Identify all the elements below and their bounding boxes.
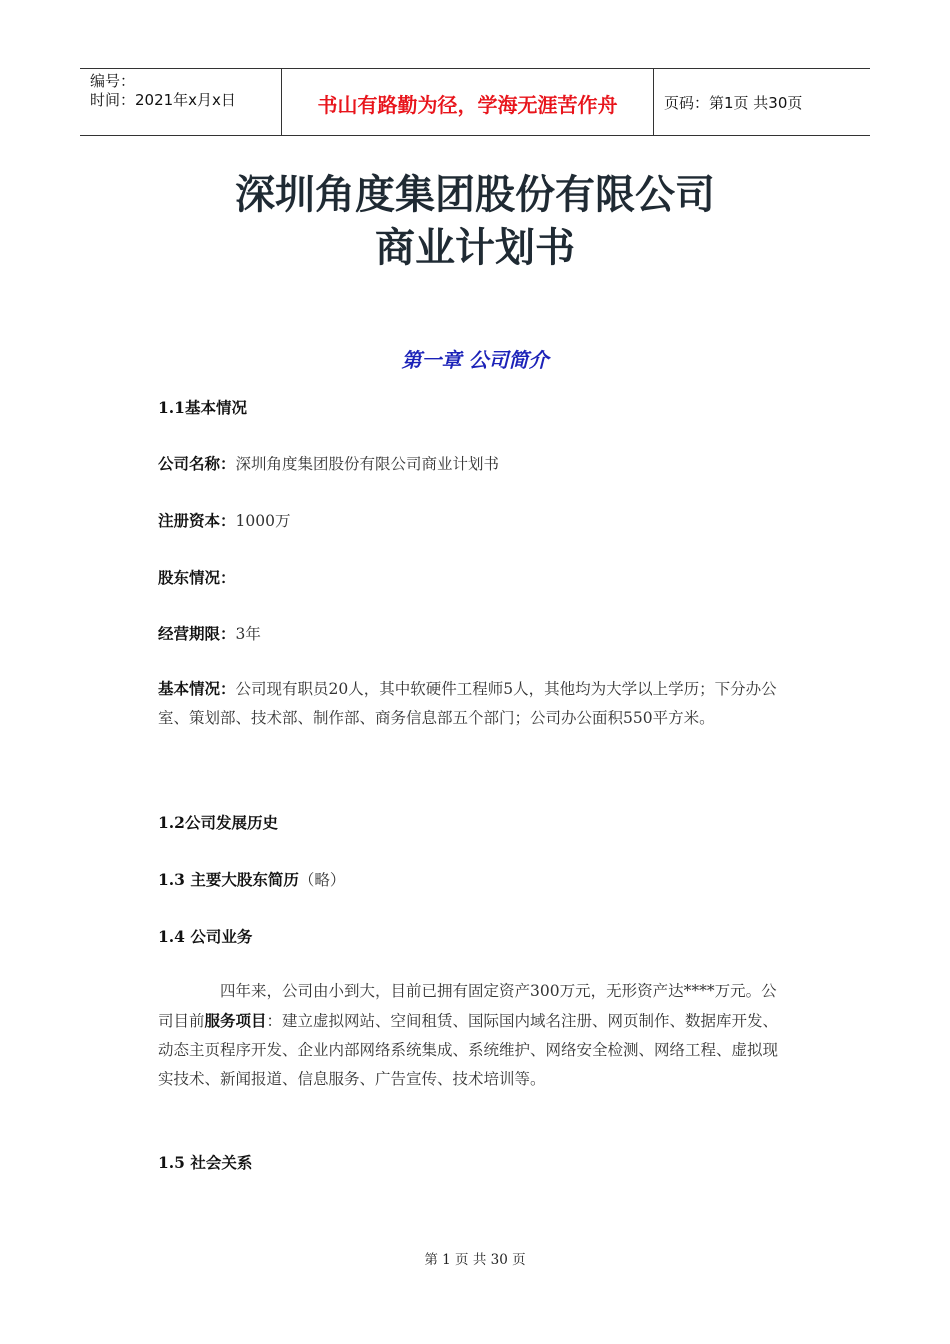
basic-info-label: 基本情况： — [158, 679, 236, 698]
capital-label: 注册资本： — [158, 511, 236, 530]
document-title-line2: 商业计划书 — [375, 225, 575, 271]
section-1-1-label: 1.1基本情况 — [158, 398, 247, 417]
shareholders-label: 股东情况： — [158, 568, 236, 587]
term-value: 3年 — [235, 625, 261, 643]
basic-info-paragraph — [158, 674, 790, 733]
capital-row — [158, 509, 798, 531]
term-label: 经营期限： — [158, 624, 236, 643]
basic-info-text: 公司现有职员20人，其中软硬件工程师5人，其他均为大学以上学历；下分办公室、策划部、技术部、制作部、商务信息部五个部门；公司办公面积550平方米。 — [158, 680, 777, 727]
page-header — [80, 68, 870, 136]
company-name-label: 公司名称： — [158, 454, 236, 473]
section-1-3-heading — [158, 868, 798, 890]
company-name-row — [158, 452, 798, 474]
section-1-5-label: 1.5 社会关系 — [158, 1153, 253, 1172]
shareholders-row — [158, 566, 798, 588]
page-footer: 第 1 页 共 30 页 — [424, 1252, 526, 1268]
document-title-line1: 深圳角度集团股份有限公司 — [235, 172, 715, 218]
section-1-1-heading — [158, 396, 798, 418]
header-meta-cell — [80, 69, 282, 135]
header-motto: 书山有路勤为径，学海无涯苦作舟 — [282, 69, 654, 135]
section-1-4-heading — [158, 925, 798, 947]
section-1-5-heading — [158, 1151, 798, 1173]
business-text-2: ：建立虚拟网站、空间租赁、国际国内域名注册、网页制作、数据库开发、动态主页程序开发、企业内部网络系统集成、系统维护、网络安全检测、网络工程、虚拟现实技术、新闻报道、信息服务、广告宣传、技术培训等。 — [158, 1012, 779, 1088]
capital-value: 1000万 — [235, 512, 291, 530]
company-name-value: 深圳角度集团股份有限公司商业计划书 — [235, 455, 500, 473]
business-text-1: 四年来，公司由小到大，目前已拥有固定资产300万元，无形资产达****万元。公司目前 — [158, 982, 777, 1030]
section-1-3-label: 1.3 主要大股东简历 — [158, 870, 299, 889]
section-1-2-label: 1.2公司发展历史 — [158, 813, 278, 832]
section-1-3-note: （略） — [298, 871, 346, 889]
section-1-2-heading — [158, 811, 798, 833]
time-label: 时间：2021年x月x日 — [90, 91, 236, 109]
term-row — [158, 622, 798, 644]
business-paragraph — [158, 977, 790, 1094]
number-label: 编号： — [90, 72, 136, 90]
header-page-info: 页码：第1页 共30页 — [664, 93, 803, 112]
chapter-heading: 第一章 公司简介 — [401, 348, 549, 372]
section-1-4-label: 1.4 公司业务 — [158, 927, 253, 946]
business-services-label: 服务项目 — [204, 1011, 267, 1030]
